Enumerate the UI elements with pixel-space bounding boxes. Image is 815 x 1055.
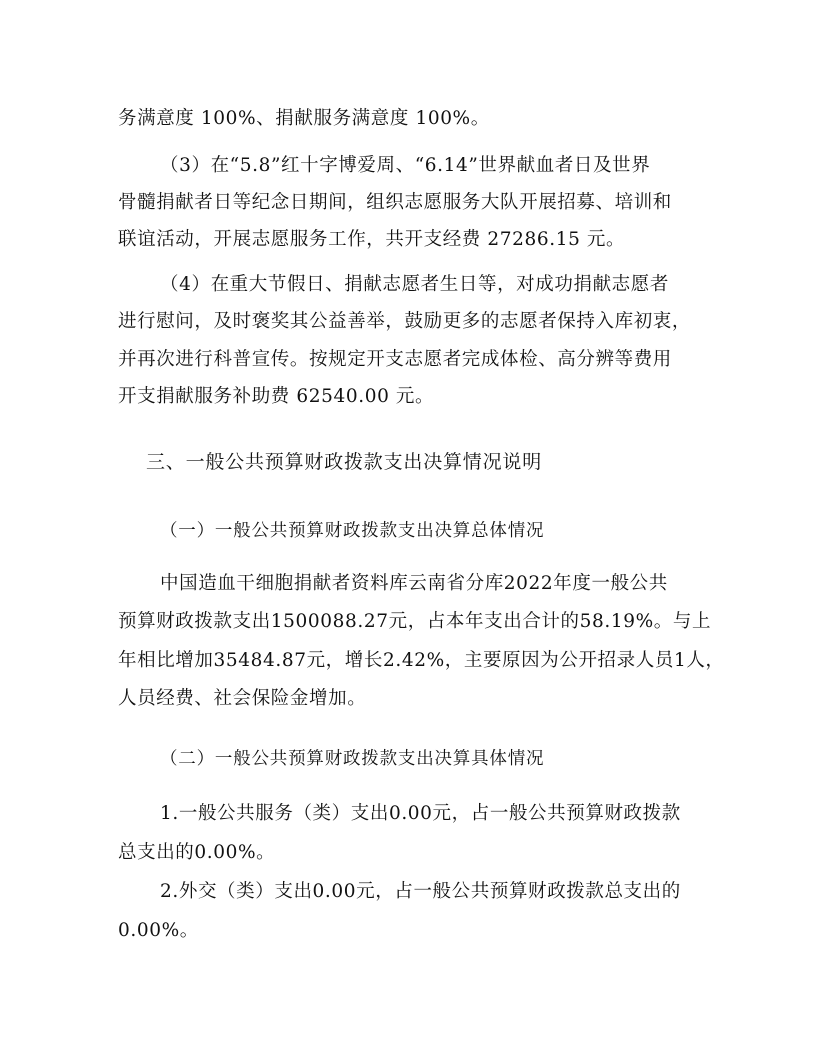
paragraph-line: 骨髓捐献者日等纪念日期间，组织志愿服务大队开展招募、培训和 — [118, 192, 672, 213]
list-item-line: 2.外交（类）支出0.00元，占一般公共预算财政拨款总支出的 — [160, 881, 681, 902]
paragraph-line: 并再次进行科普宣传。按规定开支志愿者完成体检、高分辨等费用 — [118, 349, 672, 370]
paragraph-line: 年相比增加35484.87元，增长2.42%，主要原因为公开招录人员1人， — [118, 650, 725, 671]
list-item-line: 0.00%。 — [118, 920, 199, 941]
section-heading: 三、一般公共预算财政拨款支出决算情况说明 — [146, 451, 543, 473]
paragraph-line: 联谊活动，开展志愿服务工作，共开支经费 27286.15 元。 — [118, 229, 626, 250]
list-item-line: 1.一般公共服务（类）支出0.00元，占一般公共预算财政拨款 — [160, 803, 681, 824]
paragraph-line: （4）在重大节假日、捐献志愿者生日等，对成功捐献志愿者 — [160, 274, 669, 295]
paragraph-line: 预算财政拨款支出1500088.27元，占本年支出合计的58.19%。与上 — [118, 611, 712, 632]
paragraph-line: 开支捐献服务补助费 62540.00 元。 — [118, 386, 435, 407]
paragraph-line: 务满意度 100%、捐献服务满意度 100%。 — [118, 108, 490, 129]
paragraph-line: 人员经费、社会保险金增加。 — [118, 688, 367, 709]
paragraph-line: 中国造血干细胞捐献者资料库云南省分库2022年度一般公共 — [160, 573, 668, 594]
list-item-line: 总支出的0.00%。 — [118, 842, 276, 863]
paragraph-line: （3）在“5.8”红十字博爱周、“6.14”世界献血者日及世界 — [160, 155, 651, 176]
subsection-heading: （一）一般公共预算财政拨款支出决算总体情况 — [160, 521, 545, 541]
paragraph-line: 进行慰问，及时褒奖其公益善举，鼓励更多的志愿者保持入库初衷， — [118, 311, 692, 332]
subsection-heading: （二）一般公共预算财政拨款支出决算具体情况 — [160, 749, 545, 769]
